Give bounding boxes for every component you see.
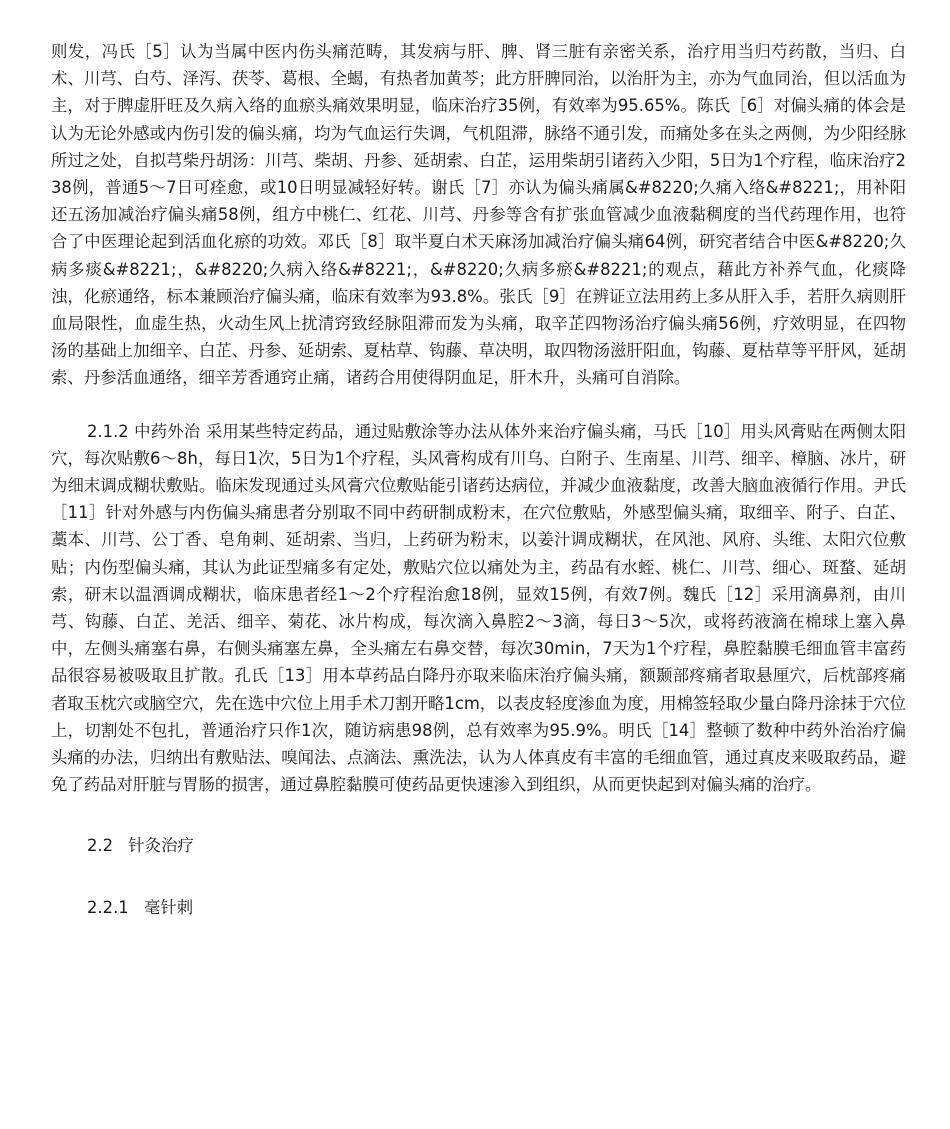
body-paragraph-herbal-external: 2.1.2 中药外治 采用某些特定药品，通过贴敷涂等办法从体外来治疗偏头痛，马氏［10］用头风膏贴在两侧太阳穴，每次贴敷6～8h，每日1次，5日为1个疗程，头风膏构成有川乌、白附子、生南星、川芎、细辛、樟脑、冰片，研为细末调成糊状敷贴。临床发现通过头风膏穴位敷贴能引诸药达病位，并减少血液黏度，改善大脑血液循行作用。尹氏［11］针对外感与内伤偏头痛患者分别取不同中药研制成粉末，在穴位敷贴，外感型偏头痛，取细辛、附子、白芷、藁本、川芎、公丁香、皂角刺、延胡索、当归，上药研为粉末，以姜汁调成糊状，在风池、风府、头维、太阳穴位敷贴；内伤型偏头痛，其认为此证型痛多有定处，敷贴穴位以痛处为主，药品有水蛭、桃仁、川芎、细心、斑蝥、延胡索，研末以温酒调成糊状，临床患者经1～2个疗程治愈18例，显效15例，有效7例。魏氏［12］采用滴鼻剂，由川芎、钩藤、白芷、羌活、细辛、菊花、冰片构成，每次滴入鼻腔2～3滴，每日3～5次，或将药液滴在棉球上塞入鼻中，左侧头痛塞右鼻，右侧头痛塞左鼻，全头痛左右鼻交替，每次30min，7天为1个疗程，鼻腔黏膜毛细血管丰富药品很容易被吸取且扩散。孔氏［13］用本草药品白降丹亦取来临床治疗偏头痛，额颞部疼痛者取悬厘穴，后枕部疼痛者取玉枕穴或脑空穴，先在选中穴位上用手术刀割开略1cm，以表皮轻度渗血为度，用棉签轻取少量白降丹涂抹于穴位上，切割处不包扎，普通治疗只作1次，随访病患98例，总有效率为95.9%。明氏［14］整顿了数种中药外治治疗偏头痛的办法，归纳出有敷贴法、嗅闻法、点滴法、熏洗法，认为人体真皮有丰富的毛细血管，通过真皮来吸取药品，避免了药品对肝脏与胃肠的损害，通过鼻腔黏膜可使药品更快速渗入到组织，从而更快起到对偏头痛的治疗。 xyxy=(51,421,906,795)
section-heading-acupuncture xyxy=(51,832,906,859)
body-paragraph-herbal-internal: 则发，冯氏［5］认为当属中医内伤头痛范畴，其发病与肝、脾、肾三脏有亲密关系，治疗用当归芍药散，当归、白术、川芎、白芍、泽泻、茯苓、葛根、全蝎，有热者加黄芩；此方肝脾同治，以治肝为主，亦为气血同治，但以活血为主，对于脾虚肝旺及久病入络的血瘀头痛效果明显，临床治疗35例，有效率为95.65%。陈氏［6］对偏头痛的体会是认为无论外感或内伤引发的偏头痛，均为气血运行失调，气机阻滞，脉络不通引发，而痛处多在头之两侧，为少阳经脉所过之处，自拟芎柴丹胡汤：川芎、柴胡、丹参、延胡索、白芷，运用柴胡引诸药入少阳，5日为1个疗程，临床治疗238例，普通5～7日可痊愈，或10日明显减轻好转。谢氏［7］亦认为偏头痛属&#8220;久痛入络&#8221;，用补阳还五汤加减治疗偏头痛58例，组方中桃仁、红花、川芎、丹参等含有扩张血管减少血液黏稠度的当代药理作用，也符合了中医理论起到活血化瘀的功效。邓氏［8］取半夏白术天麻汤加减治疗偏头痛64例，研究者结合中医&#8220;久病多痰&#8221;，&#8220;久病入络&#8221;，&#8220;久病多瘀&#8221;的观点，藉此方补养气血，化痰降浊，化瘀通络，标本兼顾治疗偏头痛，临床有效率为93.8%。张氏［9］在辨证立法用药上多从肝入手，若肝久病则肝血局限性，血虚生热，火动生风上扰清窍致经脉阻滞而发为头痛，取辛芷四物汤治疗偏头痛56例，疗效明显，在四物汤的基础上加细辛、白芷、丹参、延胡索、夏枯草、钩藤、草决明，取四物汤滋肝阳血，钩藤、夏枯草等平肝风，延胡索、丹参活血通络，细辛芳香通窍止痛，诸药合用使得阴血足，肝木升，头痛可自消除。 xyxy=(51,42,906,388)
subsection-number: 2.2.1 xyxy=(87,897,129,917)
section-number: 2.2 xyxy=(87,836,114,856)
subsection-heading-filiform-needle xyxy=(51,894,906,921)
subsection-title: 毫针刺 xyxy=(143,897,194,917)
section-title: 针灸治疗 xyxy=(128,836,194,856)
